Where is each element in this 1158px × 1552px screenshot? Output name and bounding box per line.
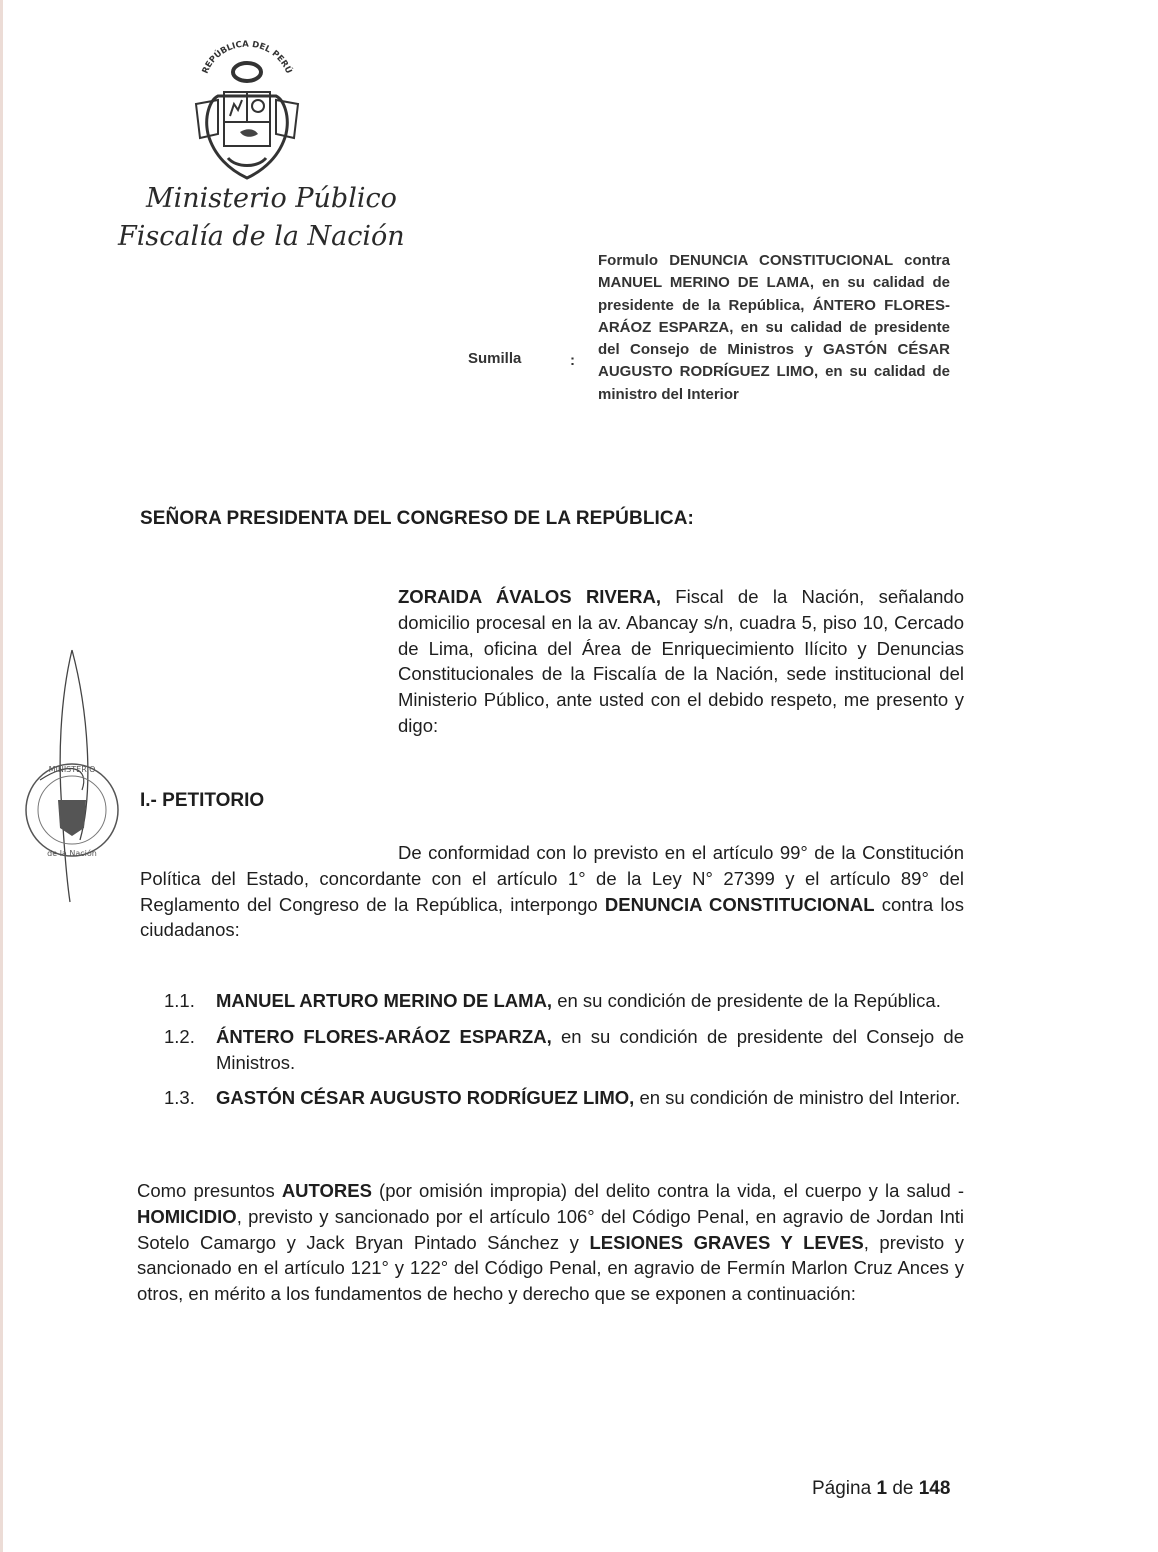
- list-item: [164, 1085, 964, 1111]
- list-item-number: 1.1.: [164, 990, 195, 1011]
- charges-text-2: (por omisión impropia) del delito contra la vida, el cuerpo y la salud -: [371, 1180, 964, 1201]
- ministry-name: [118, 180, 405, 256]
- list-item-text: [216, 988, 964, 1014]
- charges-bold-homicide: HOMICIDIO: [137, 1205, 237, 1227]
- charges-bold-injuries: LESIONES GRAVES Y LEVES: [589, 1231, 864, 1253]
- sumilla-text: Formulo DENUNCIA CONSTITUCIONAL contra MANUEL MERINO DE LAMA, en su calidad de presidente de la República, ÁNTERO FLORES-ARÁOZ ESPARZA, en su calidad de presidente del Consejo de Ministros y GASTÓN CÉSAR AUGUSTO RODRÍGUEZ LIMO, en su calidad de ministro del Interior: [598, 252, 950, 403]
- list-item-role: en su condición de presidente del Consejo de Ministros.: [216, 1025, 964, 1073]
- charges-bold-authors: AUTORES: [281, 1180, 372, 1201]
- petitorio-paragraph: [140, 840, 964, 943]
- addressee-heading: SEÑORA PRESIDENTA DEL CONGRESO DE LA REPÚBLICA:: [140, 508, 694, 529]
- list-item-number: 1.3.: [164, 1087, 195, 1109]
- list-item-name: GASTÓN CÉSAR AUGUSTO RODRÍGUEZ LIMO,: [216, 1087, 635, 1109]
- page-total: 148: [918, 1478, 951, 1499]
- petitorio-bold: DENUNCIA CONSTITUCIONAL: [604, 893, 875, 915]
- list-item-name: ÁNTERO FLORES-ARÁOZ ESPARZA,: [216, 1025, 552, 1047]
- petitorio-tail: contra los ciudadanos:: [140, 893, 964, 941]
- charges-text-4: , previsto y sancionado en el artículo 121° y 122° del Código Penal, en agravio de Fermín Marlon Cruz Ances y otros, en mérito a los fundamentos de hecho y derecho que se exponen a continuación:: [137, 1231, 964, 1305]
- page-label: Página: [812, 1478, 872, 1499]
- list-item-role: en su condición de presidente de la República.: [552, 990, 941, 1011]
- ministry-line-1: Ministerio Público: [146, 183, 397, 214]
- page-current: 1: [876, 1478, 888, 1499]
- list-item-role: en su condición de ministro del Interior.: [634, 1087, 961, 1109]
- charges-paragraph: [137, 1178, 964, 1307]
- list-item-name: MANUEL ARTURO MERINO DE LAMA,: [216, 990, 553, 1011]
- list-item: [164, 988, 964, 1014]
- svg-text:MINISTERIO: MINISTERIO: [48, 765, 96, 774]
- list-item-text: [216, 1085, 964, 1111]
- page-number: [812, 1478, 950, 1500]
- sumilla-label: Sumilla: [468, 350, 522, 367]
- ministry-line-2: Fiscalía de la Nación: [118, 221, 405, 252]
- svg-text:REPÚBLICA DEL PERÚ: REPÚBLICA DEL PERÚ: [200, 39, 294, 76]
- intro-name: ZORAIDA ÁVALOS RIVERA,: [398, 586, 661, 607]
- charges-text-3: , previsto y sancionado por el artículo 106° del Código Penal, en agravio de Jordan Inti Sotelo Camargo y Jack Bryan Pintado Sánchez y: [137, 1205, 964, 1253]
- accused-list: [164, 988, 964, 1121]
- signature-stamp: [10, 640, 140, 910]
- svg-text:de la Nación: de la Nación: [47, 849, 97, 858]
- intro-text: Fiscal de la Nación, señalando domicilio procesal en la av. Abancay s/n, cuadra 5, piso 10, Cercado de Lima, oficina del Área de Enriquecimiento Ilícito y Denuncias Constitucionales de la Fiscalía de la Nación, sede institucional del Ministerio Público, ante usted con el debido respeto, me presento y digo:: [398, 586, 964, 736]
- page-of: de: [892, 1478, 914, 1499]
- list-item-number: 1.2.: [164, 1025, 195, 1047]
- section-title-petitorio: I.- PETITORIO: [140, 790, 265, 811]
- charges-text-1: Como presuntos: [137, 1180, 282, 1201]
- list-item: [164, 1024, 964, 1076]
- intro-paragraph: [398, 584, 964, 739]
- list-item-text: [216, 1024, 964, 1076]
- petitorio-text: De conformidad con lo previsto en el artículo 99° de la Constitución Política del Estado, concordante con el artículo 1° de la Ley N° 27399 y el artículo 89° del Reglamento del Congreso de la República, interpongo: [140, 842, 964, 915]
- coat-of-arms-seal: [188, 38, 306, 186]
- page-left-edge: [0, 0, 3, 1552]
- sumilla-colon: :: [570, 352, 575, 369]
